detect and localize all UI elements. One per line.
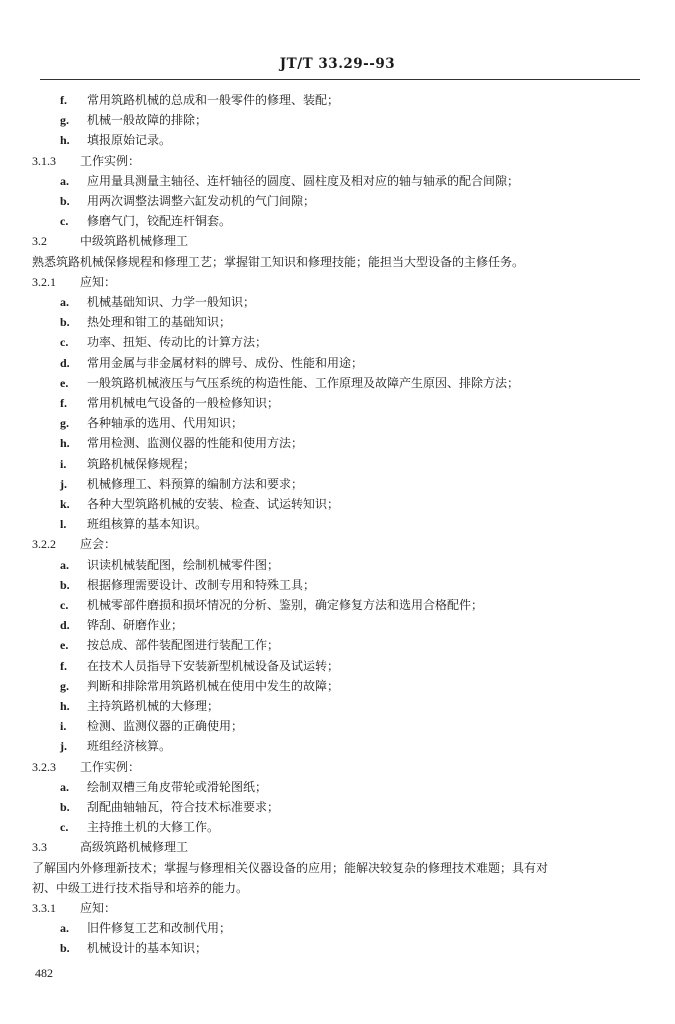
line-text: 检测、监测仪器的正确使用； (87, 719, 244, 734)
line-text: 功率、扭矩、传动比的计算方法； (87, 335, 268, 350)
list-item-label: a. (60, 921, 69, 936)
list-item-label: f. (60, 396, 67, 410)
line-text: 班组经济核算。 (87, 739, 172, 754)
line-text: 应知： (80, 901, 117, 915)
list-item-label: c. (60, 335, 69, 350)
line-text: 应知： (80, 274, 117, 289)
section-heading (32, 272, 116, 292)
list-item (60, 575, 315, 595)
list-item (60, 454, 195, 474)
line-text: 旧件修复工艺和改制代用； (87, 921, 232, 936)
line-text: 用两次调整法调整六缸发动机的气门间隙； (87, 194, 316, 208)
list-item-label: g. (60, 416, 69, 431)
paragraph-line (32, 252, 524, 272)
line-text: 中级筑路机械修理工 (80, 234, 189, 249)
list-item (60, 615, 183, 635)
section-heading (32, 151, 140, 171)
line-text: 了解国内外修理新技术；掌握与修理相关仪器设备的应用；能解决较复杂的修理技术难题；具有对 (32, 860, 549, 875)
list-item (60, 656, 339, 676)
line-text: 各种大型筑路机械的安装、检查、试运转知识； (87, 497, 340, 511)
line-text: 初、中级工进行技术指导和培养的能力。 (32, 880, 249, 895)
list-item (60, 938, 207, 958)
line-text: 修磨气门，铰配连杆铜套。 (87, 214, 232, 229)
page-number: 482 (35, 966, 53, 980)
section-number: 3.3 (32, 840, 47, 855)
list-item (60, 373, 519, 393)
list-item (60, 312, 231, 332)
list-item-label: f. (60, 658, 67, 673)
list-item-label: c. (60, 820, 69, 835)
line-text: 常用金属与非金属材料的牌号、成份、性能和用途； (87, 355, 364, 370)
section-number: 3.2.2 (32, 537, 56, 552)
list-item (60, 696, 219, 716)
list-item (60, 211, 231, 231)
list-item-label: h. (60, 699, 70, 713)
list-item-label: c. (60, 214, 69, 229)
line-text: 机械基础知识、力学一般知识； (87, 295, 256, 309)
list-item (60, 676, 339, 696)
line-text: 绘制双槽三角皮带轮或滑轮图纸； (87, 779, 268, 794)
line-text: 判断和排除常用筑路机械在使用中发生的故障； (87, 678, 340, 693)
list-item (60, 918, 231, 938)
section-number: 3.2.1 (32, 274, 56, 289)
line-text: 班组核算的基本知识。 (87, 517, 208, 532)
list-item-label: b. (60, 194, 70, 208)
list-item (60, 292, 255, 312)
list-item-label: d. (60, 618, 70, 633)
section-heading (32, 757, 140, 777)
page-header: JT/T 33.29--93 (279, 56, 396, 72)
list-item-label: i. (60, 456, 67, 471)
list-item (60, 353, 363, 373)
list-item (60, 817, 219, 837)
line-text: 高级筑路机械修理工 (80, 840, 189, 855)
list-item-label: a. (60, 779, 69, 794)
line-text: 机械设计的基本知识； (87, 941, 208, 956)
list-item (60, 635, 279, 655)
list-item-label: i. (60, 719, 67, 734)
list-item (60, 191, 315, 211)
list-item-label: h. (60, 133, 70, 148)
list-item (60, 555, 279, 575)
list-item-label: a. (60, 173, 69, 188)
section-heading (32, 898, 116, 918)
line-text: 填报原始记录。 (87, 133, 172, 148)
list-item (60, 736, 171, 756)
list-item (60, 514, 207, 534)
list-item (60, 90, 339, 110)
line-text: 各种轴承的选用、代用知识； (87, 416, 244, 431)
list-item-label: k. (60, 497, 70, 511)
line-text: 刮配曲轴轴瓦，符合技术标准要求； (87, 800, 280, 814)
line-text: 根据修理需要设计、改制专用和特殊工具； (87, 577, 316, 592)
list-item (60, 413, 243, 433)
list-item (60, 393, 279, 413)
section-heading (32, 534, 116, 554)
list-item (60, 777, 267, 797)
list-item (60, 474, 303, 494)
list-item-label: e. (60, 375, 69, 390)
line-text: 主持推土机的大修工作。 (87, 820, 220, 835)
line-text: 应会： (80, 537, 117, 552)
list-item (60, 494, 339, 514)
section-heading (32, 837, 188, 857)
list-item-label: b. (60, 800, 70, 814)
line-text: 工作实例： (80, 153, 141, 168)
list-item-label: h. (60, 436, 70, 451)
list-item-label: a. (60, 557, 69, 572)
list-item (60, 130, 171, 150)
list-item (60, 433, 303, 453)
line-text: 常用检测、监测仪器的性能和使用方法； (87, 436, 304, 451)
list-item (60, 110, 207, 130)
line-text: 机械修理工、料预算的编制方法和要求； (87, 476, 304, 491)
list-item (60, 595, 483, 615)
line-text: 按总成、部件装配图进行装配工作； (87, 638, 280, 653)
section-heading (32, 231, 188, 251)
line-text: 熟悉筑路机械保修规程和修理工艺；掌握钳工知识和修理技能；能担当大型设备的主修任务。 (32, 254, 525, 269)
section-number: 3.3.1 (32, 901, 56, 915)
list-item-label: f. (60, 93, 67, 107)
list-item-label: b. (60, 315, 70, 330)
list-item-label: a. (60, 295, 69, 309)
section-number: 3.2 (32, 234, 47, 249)
list-item-label: j. (60, 476, 67, 491)
line-text: 机械零部件磨损和损坏情况的分析、鉴别，确定修复方法和选用合格配件； (87, 598, 484, 612)
list-item-label: l. (60, 517, 67, 532)
line-text: 工作实例： (80, 759, 141, 774)
line-text: 常用筑路机械的总成和一般零件的修理、装配； (87, 93, 340, 107)
line-text: 一般筑路机械液压与气压系统的构造性能、工作原理及故障产生原因、排除方法； (87, 375, 520, 390)
list-item (60, 171, 519, 191)
paragraph-line (32, 858, 548, 878)
list-item-label: b. (60, 941, 70, 956)
line-text: 热处理和钳工的基础知识； (87, 315, 232, 330)
section-number: 3.2.3 (32, 759, 56, 774)
line-text: 在技术人员指导下安装新型机械设备及试运转； (87, 658, 340, 673)
line-text: 机械一般故障的排除； (87, 113, 208, 128)
list-item-label: j. (60, 739, 67, 754)
list-item-label: d. (60, 355, 70, 370)
list-item-label: b. (60, 577, 70, 592)
line-text: 常用机械电气设备的一般检修知识； (87, 396, 280, 410)
list-item (60, 797, 279, 817)
list-item (60, 332, 267, 352)
list-item-label: c. (60, 598, 69, 612)
paragraph-line (32, 878, 248, 898)
list-item-label: g. (60, 113, 69, 128)
line-text: 识读机械装配图，绘制机械零件图； (87, 557, 280, 572)
line-text: 主持筑路机械的大修理； (87, 699, 220, 713)
list-item-label: g. (60, 678, 69, 693)
section-number: 3.1.3 (32, 153, 56, 168)
line-text: 筑路机械保修规程； (87, 456, 196, 471)
list-item-label: e. (60, 638, 69, 653)
header-rule (40, 79, 640, 80)
line-text: 应用量具测量主轴径、连杆轴径的圆度、圆柱度及相对应的轴与轴承的配合间隙； (87, 173, 520, 188)
list-item (60, 716, 243, 736)
line-text: 铧刮、研磨作业； (87, 618, 184, 633)
